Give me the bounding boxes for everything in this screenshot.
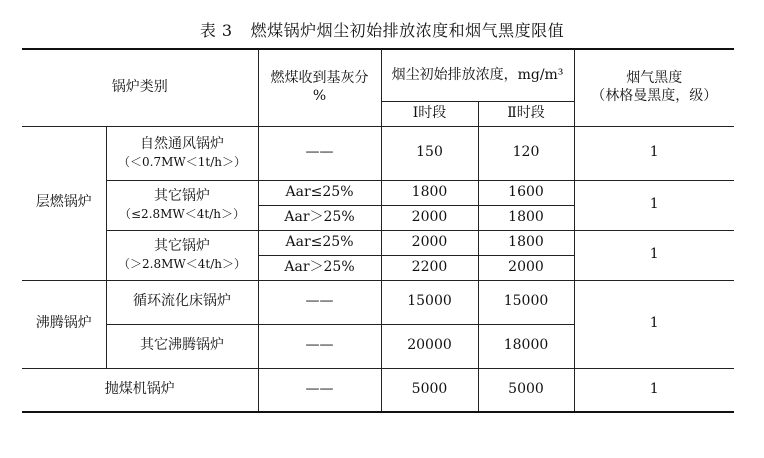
table-row [22,368,734,412]
other-large-ash-low: Aar≤25% [258,230,381,255]
header-smoke-blackness [574,49,734,126]
other-boiling-period1: 20000 [381,324,478,368]
other-small-low-period2: 1600 [478,180,574,205]
natural-draft-blackness: 1 [574,126,734,180]
header-period-2: Ⅱ时段 [478,101,574,126]
cfb-period2: 15000 [478,280,574,324]
emission-limits-table [22,48,734,413]
other-small-ash-low: Aar≤25% [258,180,381,205]
other-boiler-large-range: （＞2.8MW＜4t/h＞） [118,257,246,272]
header-smoke-line1: 烟气黑度 [626,70,683,87]
table-row [22,230,734,255]
table-row [22,180,734,205]
other-boiler-large [106,230,258,280]
other-large-blackness: 1 [574,230,734,280]
natural-draft-boiler [106,126,258,180]
other-boiler-small-range: （≤2.8MW＜4t/h＞） [119,207,245,222]
category-layer-boiler: 层燃锅炉 [22,126,106,280]
table-row [22,280,734,324]
header-boiler-category: 锅炉类别 [22,49,258,126]
header-ash-line2: % [312,87,327,104]
table-row [22,126,734,180]
cfb-period1: 15000 [381,280,478,324]
header-dust-concentration: 烟尘初始排放浓度，mg/m³ [381,49,574,101]
table-caption [0,18,764,41]
header-ash-content [258,49,381,126]
table-title: 燃煤锅炉烟尘初始排放浓度和烟气黑度限值 [250,21,565,40]
other-boiling-name: 其它沸腾锅炉 [106,324,258,368]
natural-draft-name: 自然通风锅炉 [140,135,224,152]
header-ash-line1: 燃煤收到基灰分 [270,70,369,87]
spreader-period1: 5000 [381,368,478,412]
other-small-ash-high: Aar＞25% [258,205,381,230]
spreader-ash: —— [258,368,381,412]
table-number: 表 3 [199,21,233,40]
natural-draft-period1: 150 [381,126,478,180]
other-small-blackness: 1 [574,180,734,230]
cfb-ash: —— [258,280,381,324]
boiling-blackness: 1 [574,280,734,368]
spreader-blackness: 1 [574,368,734,412]
other-large-high-period1: 2200 [381,255,478,280]
other-boiling-period2: 18000 [478,324,574,368]
spreader-period2: 5000 [478,368,574,412]
other-boiler-small-name: 其它锅炉 [154,187,210,204]
other-boiling-ash: —— [258,324,381,368]
other-boiler-large-name: 其它锅炉 [154,237,210,254]
natural-draft-ash: —— [258,126,381,180]
header-period-1: Ⅰ时段 [381,101,478,126]
other-large-low-period1: 2000 [381,230,478,255]
other-large-ash-high: Aar＞25% [258,255,381,280]
natural-draft-range: （＜0.7MW＜1t/h＞） [118,155,246,170]
other-small-high-period2: 1800 [478,205,574,230]
spreader-stoker-name: 抛煤机锅炉 [22,368,258,412]
header-smoke-line2: （林格曼黑度，级） [591,87,718,104]
other-boiler-small [106,180,258,230]
category-boiling-boiler: 沸腾锅炉 [22,280,106,368]
other-large-high-period2: 2000 [478,255,574,280]
cfb-boiler-name: 循环流化床锅炉 [106,280,258,324]
other-small-high-period1: 2000 [381,205,478,230]
header-row [22,49,734,101]
other-large-low-period2: 1800 [478,230,574,255]
natural-draft-period2: 120 [478,126,574,180]
other-small-low-period1: 1800 [381,180,478,205]
